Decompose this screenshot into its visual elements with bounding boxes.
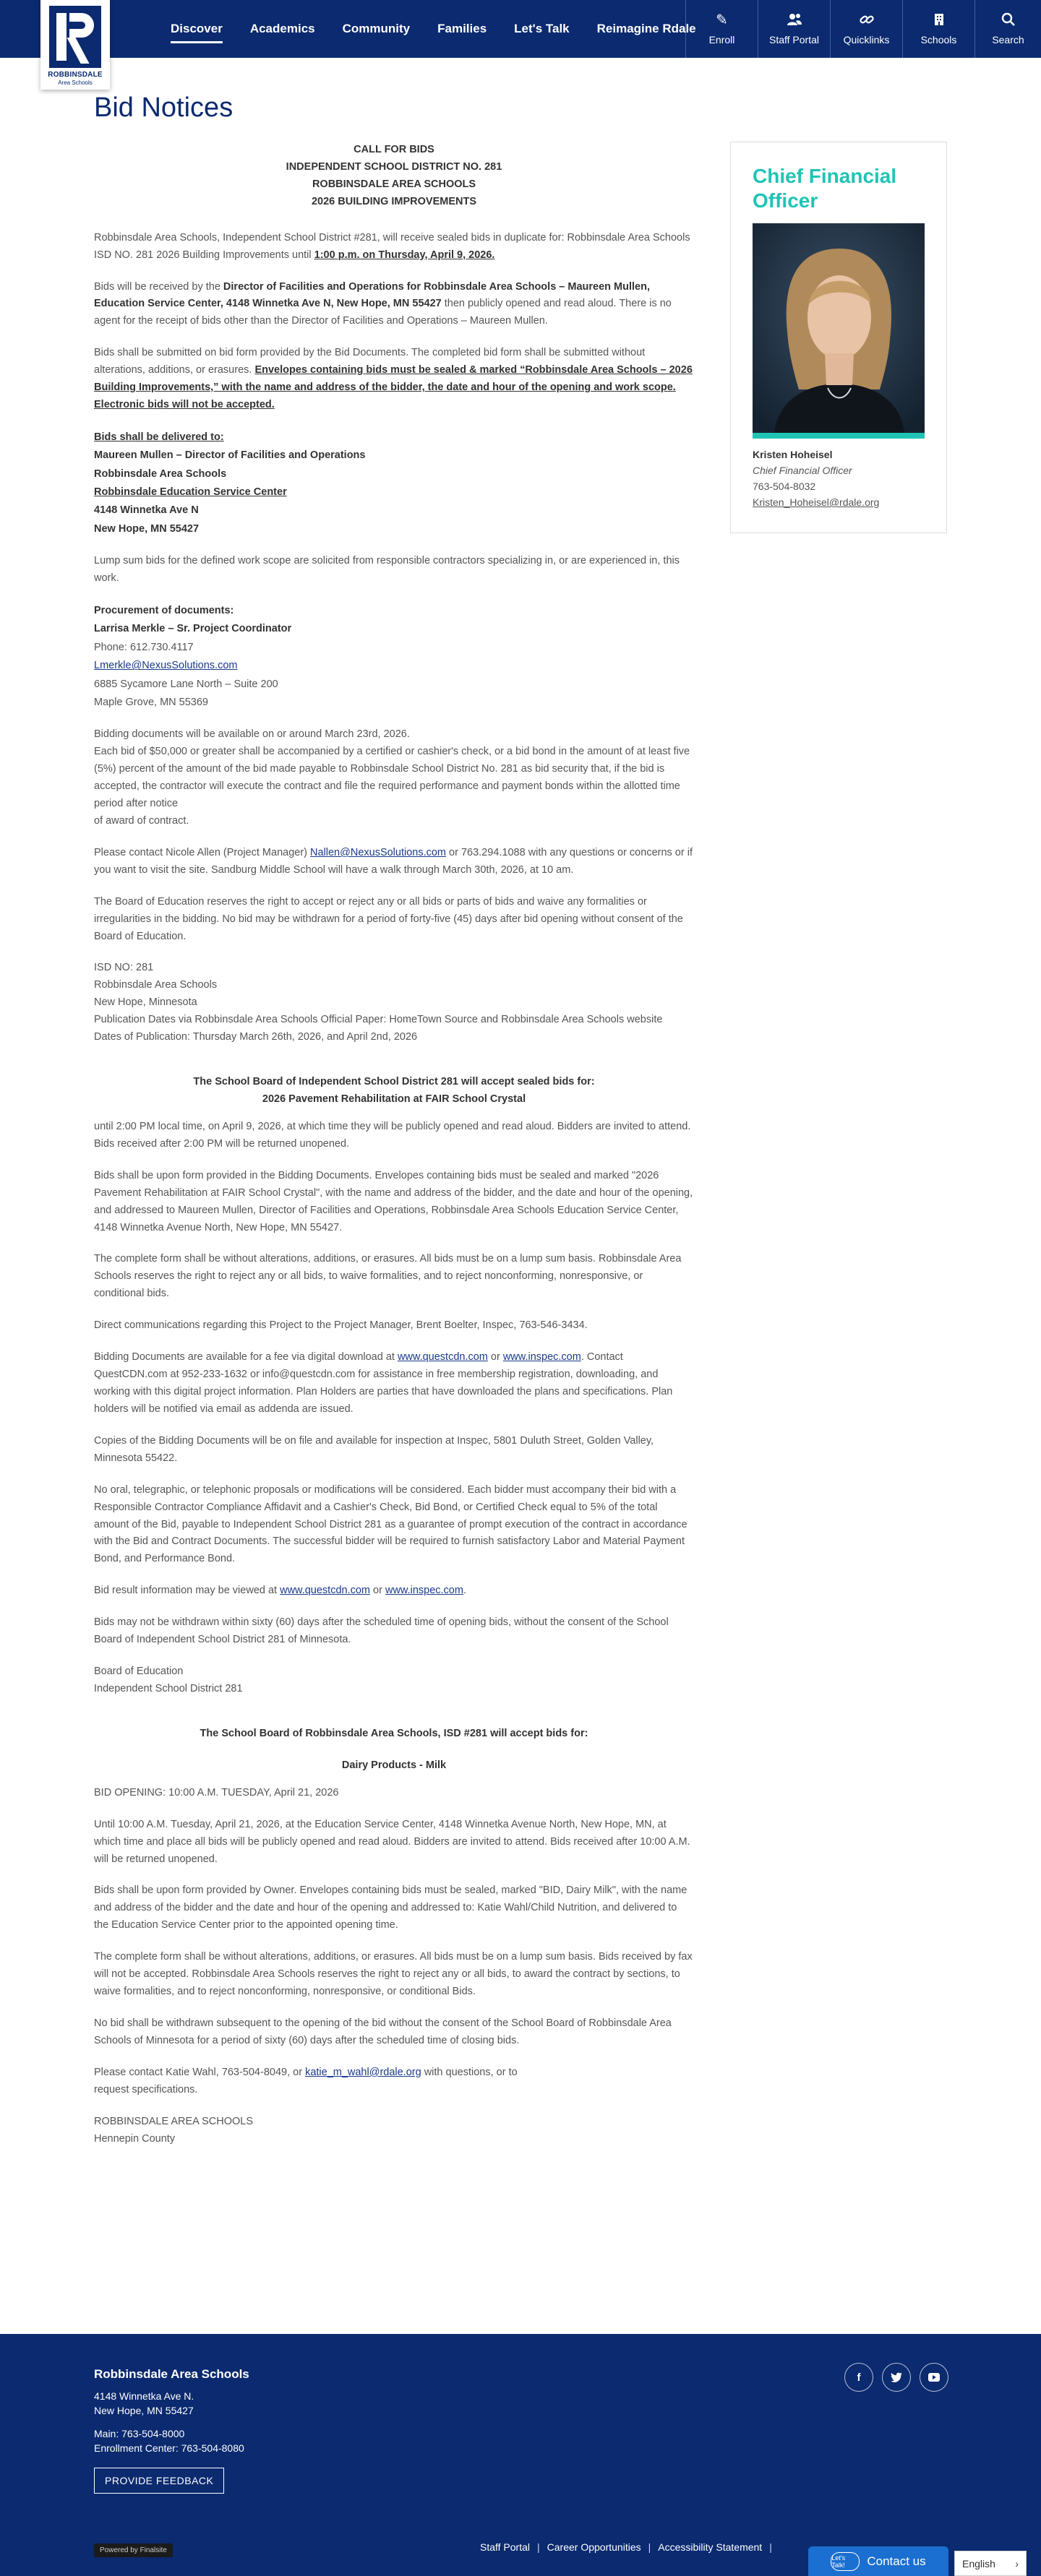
text: or <box>487 1351 503 1364</box>
facebook-icon[interactable]: f <box>844 2363 873 2392</box>
bid1-heading-line: 2026 BUILDING IMPROVEMENTS <box>311 195 476 207</box>
bid1-paragraph: Lump sum bids for the defined work scope are solicited from responsible contractors specializing in, or are experienced in, this work. <box>94 555 680 585</box>
bid3-heading-line: Dairy Products - Milk <box>341 1759 447 1771</box>
nav-families[interactable]: Families <box>437 22 487 35</box>
footer-link-staff-portal[interactable]: Staff Portal <box>480 2541 531 2553</box>
nav-academics[interactable]: Academics <box>249 22 315 35</box>
publication-line: Dates of Publication: Thursday March 26th, 2026, and April 2nd, 2026 <box>94 1031 418 1043</box>
bid3-heading <box>94 1726 694 1775</box>
publication-block <box>94 960 694 1046</box>
schools-button[interactable] <box>902 0 974 58</box>
link-icon <box>859 12 875 28</box>
social-links <box>844 2363 957 2392</box>
bid3-paragraph: BID OPENING: 10:00 A.M. TUESDAY, April 21, 2026 <box>94 1786 339 1799</box>
quick-nav <box>685 0 1041 58</box>
text: Bids will be received by the <box>94 280 223 293</box>
bid2-heading-line: The School Board of Independent School District 281 will accept sealed bids for: <box>193 1076 595 1088</box>
footer-links <box>480 2541 779 2553</box>
bid-notices-content <box>94 142 694 2162</box>
footer-address: 4148 Winnetka Ave N. <box>94 2390 194 2402</box>
delivery-heading: Bids shall be delivered to: <box>94 431 224 443</box>
inspec-link[interactable]: www.inspec.com <box>385 1585 463 1597</box>
nav-community[interactable]: Community <box>342 22 411 35</box>
district-logo[interactable] <box>40 0 110 90</box>
logo-mark-icon <box>49 6 101 68</box>
text: or 763.294.1088 with any questions or concerns or if you want to visit the site. Sandburg Middle School will have a walk through March 30th, 2026, at 10 am. <box>94 846 693 876</box>
signature-line: Board of Education <box>94 1666 184 1678</box>
bid3-heading-line: The School Board of Robbinsdale Area Schools, ISD #281 will accept bids for: <box>200 1727 588 1739</box>
schools-label: Schools <box>920 34 957 46</box>
bid3-paragraph: No bid shall be withdrawn subsequent to the opening of the bid without the consent of the School Board of Robbinsdale Area Schools of Minnesota for a period of sixty (60) days after the scheduled time of closing bids. <box>94 2017 672 2046</box>
procurement-block <box>94 602 694 712</box>
text: of award of contract. <box>94 814 189 827</box>
text: . Contact QuestCDN.com at 952-233-1632 or info@questcdn.com for assistance in free membership registration, downloading, and working with this digital project information. Plan Holders are parties that have downloaded the plans and specifications. Plan holders will be notified via email as addenda are issued. <box>94 1351 673 1415</box>
bid3-signature <box>94 2114 694 2148</box>
enroll-label: Enroll <box>708 34 735 46</box>
cfo-email-link[interactable]: Kristen_Hoheisel@rdale.org <box>753 496 880 508</box>
bid1-paragraph <box>94 726 694 830</box>
divider: | <box>769 2541 772 2553</box>
bid1-paragraph <box>94 345 694 414</box>
bid3-paragraph: Bids shall be upon form provided by Owner. Envelopes containing bids must be sealed, marked "BID, Dairy Milk", with the name and address of the bidder and the date and hour of the opening and addressed to: Katie Wahl/Child Nutrition, and delivered to the Education Service Center prior to the appointed opening time. <box>94 1884 687 1931</box>
signature-line: Hennepin County <box>94 2132 176 2145</box>
publication-line: Robbinsdale Area Schools <box>94 979 218 991</box>
procurement-phone: Phone: 612.730.4117 <box>94 641 194 653</box>
quicklinks-button[interactable] <box>830 0 902 58</box>
chat-bubble-icon: Let's Talk! <box>831 2552 860 2571</box>
inspec-link[interactable]: www.inspec.com <box>502 1351 581 1364</box>
bid1-heading <box>94 142 694 211</box>
card-title: Chief Financial Officer <box>753 165 897 212</box>
chat-label: Contact us <box>867 2554 926 2568</box>
quicklinks-label: Quicklinks <box>843 34 890 46</box>
procurement-contact: Larrisa Merkle – Sr. Project Coordinator <box>94 623 292 635</box>
footer-link-careers[interactable]: Career Opportunities <box>547 2541 641 2553</box>
powered-by-badge[interactable]: Powered by Finalsite <box>94 2543 173 2557</box>
language-selector[interactable] <box>954 2551 1027 2576</box>
bid2-paragraph: Copies of the Bidding Documents will be on file and available for inspection at Inspec, 5801 Duluth Street, Golden Valley, Minnesota 55422. <box>94 1434 654 1464</box>
text: Bid result information may be viewed at <box>94 1585 280 1597</box>
bid3-paragraph <box>94 2064 694 2099</box>
footer-main-phone: Main: 763-504-8000 <box>94 2428 185 2439</box>
divider: | <box>537 2541 540 2553</box>
bid2-paragraph: Bids may not be withdrawn within sixty (60) days after the scheduled time of opening bids, without the consent of the School Board of Independent School District 281 of Minnesota. <box>94 1616 669 1646</box>
questcdn-link[interactable]: www.questcdn.com <box>397 1351 488 1364</box>
page-title: Bid Notices <box>94 92 234 123</box>
cfo-name: Kristen Hoheisel <box>753 449 833 460</box>
text: Please contact Nicole Allen (Project Manager) <box>94 846 311 858</box>
divider: | <box>648 2541 651 2553</box>
youtube-icon[interactable] <box>920 2363 948 2392</box>
bid2-paragraph: Direct communications regarding this Project to the Project Manager, Brent Boelter, Inspec, 763-546-3434. <box>94 1319 588 1332</box>
delivery-block <box>94 428 694 538</box>
procurement-address: Maple Grove, MN 55369 <box>94 696 208 708</box>
text: request specifications. <box>94 2083 198 2095</box>
footer-address: New Hope, MN 55427 <box>94 2405 194 2416</box>
footer-district-name: Robbinsdale Area Schools <box>94 2367 249 2381</box>
questcdn-link[interactable]: www.questcdn.com <box>280 1585 371 1597</box>
building-icon <box>932 12 946 28</box>
text: Bidding Documents are available for a fee via digital download at <box>94 1351 398 1364</box>
cfo-contact-card <box>730 142 947 533</box>
publication-line: New Hope, Minnesota <box>94 996 197 1009</box>
delivery-line: Robbinsdale Area Schools <box>94 468 227 480</box>
katie-wahl-email-link[interactable]: katie_m_wahl@rdale.org <box>305 2066 421 2078</box>
bid2-heading <box>94 1074 694 1108</box>
signature-line: ROBBINSDALE AREA SCHOOLS <box>94 2115 253 2127</box>
bid1-paragraph <box>94 845 694 879</box>
users-icon <box>787 12 802 28</box>
text: then publicly opened and read aloud. There is no agent for the receipt of bids other than the Director of Facilities and Operations – Maureen Mullen. <box>94 298 672 327</box>
footer-enrollment-phone: Enrollment Center: 763-504-8080 <box>94 2442 244 2454</box>
text: Robbinsdale Area Schools, Independent School District #281, will receive sealed bids in duplicate for: Robbinsdale Area Schools ISD NO. 281 2026 Building Improvements until <box>94 231 690 261</box>
pencil-icon: ✎ <box>716 12 728 28</box>
bid1-paragraph: The Board of Education reserves the right to accept or reject any or all bids or parts of bids and waive any formalities or irregularities in the bidding. No bid may be withdrawn for a period of forty-five (45) days after bid opening without consent of the Board of Education. <box>94 895 683 942</box>
cfo-email <box>753 496 879 508</box>
bid2-paragraph: No oral, telegraphic, or telephonic proposals or modifications will be considered. Each bidder must accompany their bid with a Responsible Contractor Compliance Affidavit and a Cashier's Check, Bid Bond, or Certified Check equal to 5% of the total amount of the Bid, payable to Independent School District 281 as a guarantee of prompt execution of the contract in accordance with the Bid and Contract Documents. The successful bidder will be required to furnish satisfactory Labor and Material Payment Bond, and Performance Bond. <box>94 1483 687 1565</box>
search-icon <box>1001 12 1016 28</box>
cfo-photo <box>753 223 925 439</box>
logo-subtext: Area Schools <box>58 79 93 86</box>
bid1-heading-line: INDEPENDENT SCHOOL DISTRICT NO. 281 <box>286 160 502 173</box>
language-label: English <box>962 2557 995 2569</box>
footer-link-accessibility[interactable]: Accessibility Statement <box>658 2541 763 2553</box>
bid2-paragraph <box>94 1349 694 1418</box>
signature-line: Independent School District 281 <box>94 1682 243 1694</box>
publication-line: ISD NO: 281 <box>94 962 154 974</box>
procurement-email-link[interactable]: Lmerkle@NexusSolutions.com <box>94 660 238 672</box>
text: Bidding documents will be available on or around March 23rd, 2026. <box>94 728 410 741</box>
twitter-icon[interactable] <box>882 2363 911 2392</box>
bid1-heading-line: ROBBINSDALE AREA SCHOOLS <box>312 178 476 190</box>
bid-receiver: Director of Facilities and Operations for Robbinsdale Area Schools – Maureen Mullen, Education Service Center, 4148 Winnetka Ave N, New Hope, MN 55427 <box>94 280 650 310</box>
provide-feedback-button[interactable]: PROVIDE FEEDBACK <box>94 2468 224 2494</box>
bid2-paragraph: until 2:00 PM local time, on April 9, 2026, at which time they will be publicly opened and read aloud. Bidders are invited to attend. Bids received after 2:00 PM will be returned unopened. <box>94 1120 691 1150</box>
bid1-paragraph <box>94 230 694 264</box>
bid1-paragraph <box>94 279 694 331</box>
nav-discover[interactable]: Discover <box>165 17 228 40</box>
chevron-right-icon: › <box>1015 2557 1019 2569</box>
delivery-line: Maureen Mullen – Director of Facilities and Operations <box>94 449 366 462</box>
text: with questions, or to <box>421 2066 518 2078</box>
site-footer <box>0 2334 1041 2576</box>
delivery-line: Robbinsdale Education Service Center <box>94 486 287 499</box>
bid2-signature <box>94 1663 694 1698</box>
delivery-line: New Hope, MN 55427 <box>94 522 200 535</box>
text: or <box>370 1585 385 1597</box>
text: Please contact Katie Wahl, 763-504-8049, or <box>94 2066 306 2078</box>
text: . <box>463 1585 466 1597</box>
staff-portal-label: Staff Portal <box>768 34 819 46</box>
cfo-phone: 763-504-8032 <box>753 481 816 492</box>
main-nav <box>165 0 718 58</box>
logo-text: ROBBINSDALE <box>48 71 103 79</box>
procurement-address: 6885 Sycamore Lane North – Suite 200 <box>94 678 278 690</box>
bid3-paragraph: The complete form shall be without alterations, additions, or erasures. All bids must be on a lump sum basis. Bids received by fax will not be accepted. Robbinsdale Area Schools reserves the right to reject any or all bids, to award the contract by sections, to waive formalities, and to reject nonconforming, nonresponsive, or conditional Bids. <box>94 1951 693 1998</box>
site-header <box>0 0 1041 58</box>
text: Bids shall be submitted on bid form provided by the Bid Documents. The completed bid form shall be submitted without alterations, additions, or erasures. <box>94 347 646 376</box>
nav-reimagine-rdale[interactable]: Reimagine Rdale <box>596 22 696 35</box>
envelope-instructions: Envelopes containing bids must be sealed & marked “Robbinsdale Area Schools – 2026 Building Improvements,” with the name and address of the bidder, the date and hour of the opening and work scope. Electronic bids will not be accepted. <box>94 364 693 411</box>
project-manager-email-link[interactable]: Nallen@NexusSolutions.com <box>310 846 447 858</box>
delivery-line: 4148 Winnetka Ave N <box>94 504 199 517</box>
search-label: Search <box>992 34 1024 46</box>
text: Each bid of $50,000 or greater shall be accompanied by a certified or cashier's check, or a bid bond in the amount of at least five (5%) percent of the amount of the bid made payable to Robbinsdale School District No. 281 as bid security that, if the bid is accepted, the contractor will execute the contract and file the required performance and payment bonds within the allotted time period after notice <box>94 746 690 810</box>
nav-lets-talk[interactable]: Let's Talk <box>514 22 570 35</box>
bid2-paragraph: The complete form shall be without alterations, additions, or erasures. All bids must be on a lump sum basis. Robbinsdale Area Schools reserves the right to reject any or all bids, to waive formalities, and to reject nonconforming, nonresponsive, or conditional bids. <box>94 1253 682 1300</box>
bid1-heading-line: CALL FOR BIDS <box>354 144 434 155</box>
bid2-paragraph: Bids shall be upon form provided in the Bidding Documents. Envelopes containing bids must be sealed and marked "2026 Pavement Rehabilitation at FAIR School Crystal", with the name and address of the bidder, and the date and hour of the opening, and addressed to Maureen Mullen, Director of Facilities and Operations, Robbinsdale Area Schools Education Service Center, 4148 Winnetka Avenue North, New Hope, MN 55427. <box>94 1169 693 1233</box>
bid2-paragraph <box>94 1582 694 1600</box>
staff-portal-button[interactable] <box>758 0 830 58</box>
publication-line: Publication Dates via Robbinsdale Area Schools Official Paper: HomeTown Source and Robbinsdale Area Schools website <box>94 1014 663 1026</box>
bid3-paragraph: Until 10:00 A.M. Tuesday, April 21, 2026, at the Education Service Center, 4148 Winnetka Avenue North, New Hope, MN, at which time and place all bids will be publicly opened and read aloud. Bidders are invited to attend. Bids received after 10:00 A.M. will be returned unopened. <box>94 1818 690 1865</box>
enroll-button[interactable] <box>685 0 758 58</box>
search-button[interactable] <box>974 0 1041 58</box>
bid2-heading-line: 2026 Pavement Rehabilitation at FAIR School Crystal <box>262 1093 526 1105</box>
cfo-role: Chief Financial Officer <box>753 465 852 476</box>
procurement-heading: Procurement of documents: <box>94 605 234 617</box>
bid-deadline: 1:00 p.m. on Thursday, April 9, 2026. <box>314 249 495 261</box>
contact-us-chat-button[interactable] <box>808 2546 948 2576</box>
